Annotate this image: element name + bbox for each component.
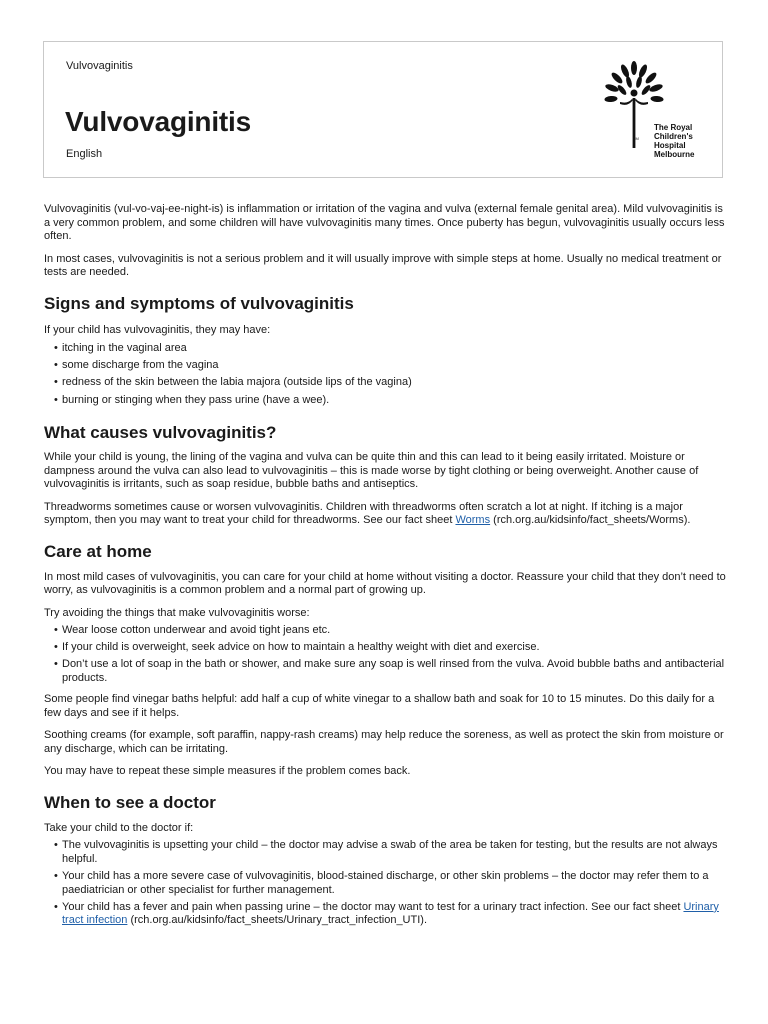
list-item: • Your child has a fever and pain when passing urine – the doctor may want to test for a urinary tract infection. See our fact sheet Urinary tract infection (rch.org.au/kidsinfo/fact_sheets/Urinary_tract_infection_UTI). — [54, 901, 728, 928]
care-paragraph: In most mild cases of vulvovaginitis, you can care for your child at home without visiting a doctor. Reassure your child that they don’t need to worry, as vulvovaginitis is a common problem and a normal part of growing up. — [44, 570, 726, 597]
list-item: • burning or stinging when they pass urine (have a wee). — [54, 394, 728, 408]
signs-list — [44, 342, 728, 407]
document-body — [44, 203, 728, 936]
doctor-lead: Take your child to the doctor if: — [44, 821, 194, 834]
section-heading-signs: Signs and symptoms of vulvovaginitis — [44, 293, 354, 313]
list-item: • itching in the vaginal area — [54, 342, 728, 356]
header-small-title: Vulvovaginitis — [66, 60, 133, 72]
logo-wordmark: The Royal Children's Hospital Melbourne — [654, 123, 695, 159]
rch-logo — [604, 60, 714, 166]
trademark-mark: TM — [633, 136, 639, 141]
doctor-list — [44, 839, 728, 927]
care-paragraph: You may have to repeat these simple measures if the problem comes back. — [44, 765, 411, 778]
causes-paragraph-threadworms: Threadworms sometimes cause or worsen vulvovaginitis. Children with threadworms often scratch a lot at night. If itching is a major symptom, then you may want to treat your child for threadworms. See our fact sheet Worms (rch.org.au/kidsinfo/fact_sheets/Worms). — [44, 500, 691, 527]
document-header — [43, 41, 723, 178]
section-heading-care: Care at home — [44, 541, 152, 561]
list-item: • Your child has a more severe case of vulvovaginitis, blood-stained discharge, or other skin problems – the doctor may refer them to a paediatrician or other specialist for further management. — [54, 870, 728, 897]
care-lead: Try avoiding the things that make vulvovaginitis worse: — [44, 606, 310, 619]
care-paragraph: Soothing creams (for example, soft paraffin, nappy-rash creams) may help reduce the soreness, as well as protect the skin from moisture or any discharge, which can be irritating. — [44, 729, 724, 755]
uti-link[interactable]: Urinary tract infection — [62, 900, 719, 927]
list-item: • some discharge from the vagina — [54, 359, 728, 373]
list-item: • Don’t use a lot of soap in the bath or shower, and make sure any soap is well rinsed from the vulva. Avoid bubble baths and antibacterial products. — [54, 658, 728, 685]
intro-paragraph: In most cases, vulvovaginitis is not a serious problem and it will usually improve with simple steps at home. Usually no medical treatment or tests are needed. — [44, 252, 722, 278]
page-title: Vulvovaginitis — [65, 106, 251, 137]
care-list — [44, 624, 728, 685]
causes-paragraph: While your child is young, the lining of the vagina and vulva can be quite thin and this can lead to it being easily irritated. Moisture or dampness around the vulva can also lead to vulvovaginitis – this is made worse by tight clothing or being overweight. Another cause of vulvovaginitis is irritants, such as soap residue, bubble baths and antiseptics. — [44, 451, 699, 491]
list-item: • Wear loose cotton underwear and avoid tight jeans etc. — [54, 624, 728, 638]
care-paragraph: Some people find vinegar baths helpful: add half a cup of white vinegar to a shallow bath and soak for 10 to 15 minutes. Do this daily for a few days and see if it helps. — [44, 693, 715, 719]
list-item: • The vulvovaginitis is upsetting your child – the doctor may advise a swab of the area be taken for testing, but the results are not always helpful. — [54, 839, 728, 866]
language-label: English — [66, 148, 103, 160]
section-heading-doctor: When to see a doctor — [44, 792, 216, 812]
list-item: • If your child is overweight, seek advice on how to maintain a healthy weight with diet and exercise. — [54, 641, 728, 655]
signs-lead: If your child has vulvovaginitis, they may have: — [44, 323, 271, 336]
intro-paragraph: Vulvovaginitis (vul-vo-vaj-ee-night-is) is inflammation or irritation of the vagina and vulva (external female genital area). Mild vulvovaginitis is a very common problem, and some children will have vulvovaginitis many times. Once puberty has begun, vulvovaginitis usually occurs less often. — [44, 203, 725, 242]
list-item: • redness of the skin between the labia majora (outside lips of the vagina) — [54, 376, 728, 390]
worms-link[interactable]: Worms — [455, 514, 491, 527]
section-heading-causes: What causes vulvovaginitis? — [44, 423, 277, 443]
